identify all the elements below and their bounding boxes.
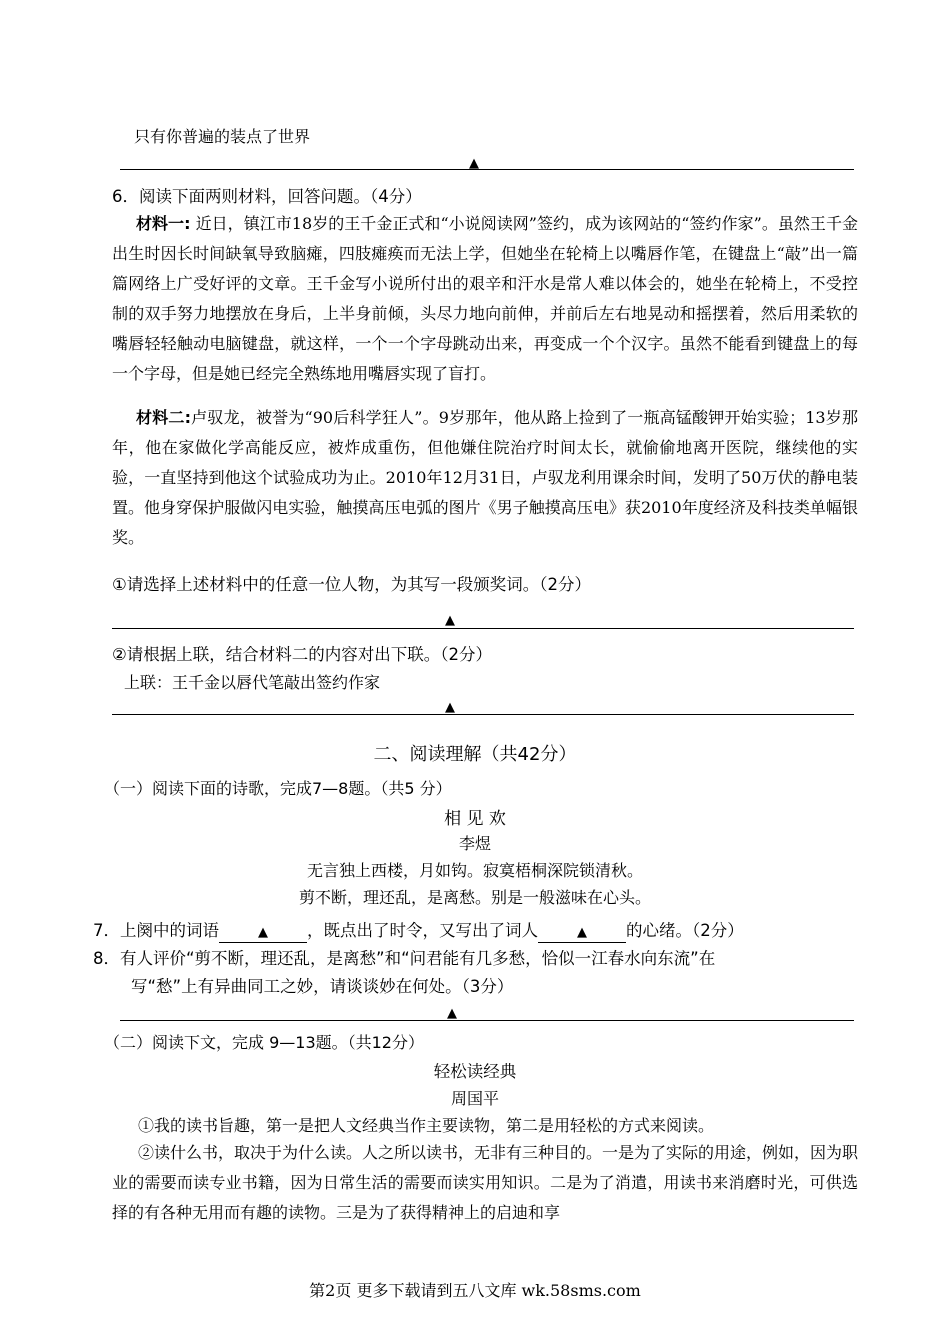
answer-marker: ▲ xyxy=(445,613,455,628)
page-footer: 第2页 更多下载请到五八文库 wk.58sms.com xyxy=(309,1281,641,1300)
question-7-part-a: 7．上阕中的词语 xyxy=(93,921,219,940)
poem-author: 李煜 xyxy=(458,834,491,853)
answer-line xyxy=(120,1020,854,1021)
material-2 xyxy=(112,403,858,553)
section-2-title: 二、阅读理解（共42分） xyxy=(373,744,577,765)
question-8-line-1: 8．有人评价“剪不断，理还乱，是离愁”和“问君能有几多愁，恰似一江春水向东流”在 xyxy=(93,949,716,968)
question-6-sub-1: ①请选择上述材料中的任意一位人物，为其写一段颁奖词。（2分） xyxy=(112,575,592,594)
answer-line xyxy=(112,714,854,715)
material-1 xyxy=(112,209,858,389)
poem-title: 相 见 欢 xyxy=(444,809,506,829)
material-2-text: 卢驭龙，被誉为“90后科学狂人”。9岁那年，他从路上捡到了一瓶高锰酸钾开始实验；13岁那年，他在家做化学高能反应，被炸成重伤，但他嫌住院治疗时间太长，就偷偷地离开医院，继续他的实验，一直坚持到他这个试验成功为止。2010年12月31日，卢驭龙利用课余时间，发明了50万伏的静电装置。他身穿保护服做闪电实验，触摸高压电弧的图片《男子触摸高压电》获2010年度经济及科技类单幅银奖。 xyxy=(112,408,858,547)
essay-title: 轻松读经典 xyxy=(433,1062,517,1081)
answer-marker: ▲ xyxy=(447,1006,457,1021)
question-6-title: 6．阅读下面两则材料，回答问题。（4分） xyxy=(112,187,422,206)
question-7 xyxy=(93,917,744,943)
part-1-title: （一）阅读下面的诗歌，完成7—8题。（共5 分） xyxy=(104,779,452,798)
question-8-line-2: 写“愁”上有异曲同工之妙，请谈谈妙在何处。（3分） xyxy=(131,977,514,996)
essay-paragraph-1: ①我的读书旨趣，第一是把人文经典当作主要读物，第二是用轻松的方式来阅读。 xyxy=(138,1116,715,1135)
poem-line-1: 无言独上西楼，月如钩。寂寞梧桐深院锁清秋。 xyxy=(306,861,643,880)
answer-blank-2[interactable]: ▲ xyxy=(538,924,626,943)
poem-line-2: 剪不断，理还乱，是离愁。别是一般滋味在心头。 xyxy=(298,888,651,907)
answer-line xyxy=(112,628,854,629)
essay-paragraph-2: ②读什么书，取决于为什么读。人之所以读书，无非有三种目的。一是为了实际的用途，例如，因为职业的需要而读专业书籍，因为日常生活的需要而读实用知识。二是为了消遣，用读书来消磨时光，可供选择的有各种无用而有趣的读物。三是为了获得精神上的启迪和享 xyxy=(112,1143,859,1222)
material-1-text: 近日，镇江市18岁的王千金正式和“小说阅读网”签约，成为该网站的“签约作家”。虽然王千金出生时因长时间缺氧导致脑瘫，四肢瘫痪而无法上学，但她坐在轮椅上以嘴唇作笔，在键盘上“敲”出一篇篇网络上广受好评的文章。王千金写小说所付出的艰辛和汗水是常人难以体会的，她坐在轮椅上，不受控制的双手努力地摆放在身后，上半身前倾，头尽力地向前伸，并前后左右地晃动和摇摆着，然后用柔软的嘴唇轻轻触动电脑键盘，就这样，一个一个字母跳动出来，再变成一个个汉字。虽然不能看到键盘上的每一个字母，但是她已经完全熟练地用嘴唇实现了盲打。 xyxy=(112,214,858,383)
essay-author: 周国平 xyxy=(450,1089,499,1108)
answer-blank-1[interactable]: ▲ xyxy=(219,924,307,943)
question-6-sub-2: ②请根据上联，结合材料二的内容对出下联。（2分） xyxy=(112,645,493,664)
question-7-part-b: ，既点出了时令，又写出了词人 xyxy=(307,921,538,940)
q5-answer-tail: 只有你普遍的装点了世界 xyxy=(134,127,311,146)
answer-line xyxy=(120,169,854,170)
part-2-title: （二）阅读下文，完成 9—13题。（共12分） xyxy=(104,1033,424,1052)
answer-marker: ▲ xyxy=(469,156,479,171)
material-1-label: 材料一: xyxy=(136,214,191,233)
material-2-label: 材料二: xyxy=(136,408,191,427)
question-7-part-c: 的心绪。（2分） xyxy=(626,921,744,940)
answer-marker: ▲ xyxy=(445,700,455,715)
couplet-first-line: 上联：王千金以唇代笔敲出签约作家 xyxy=(124,673,381,692)
